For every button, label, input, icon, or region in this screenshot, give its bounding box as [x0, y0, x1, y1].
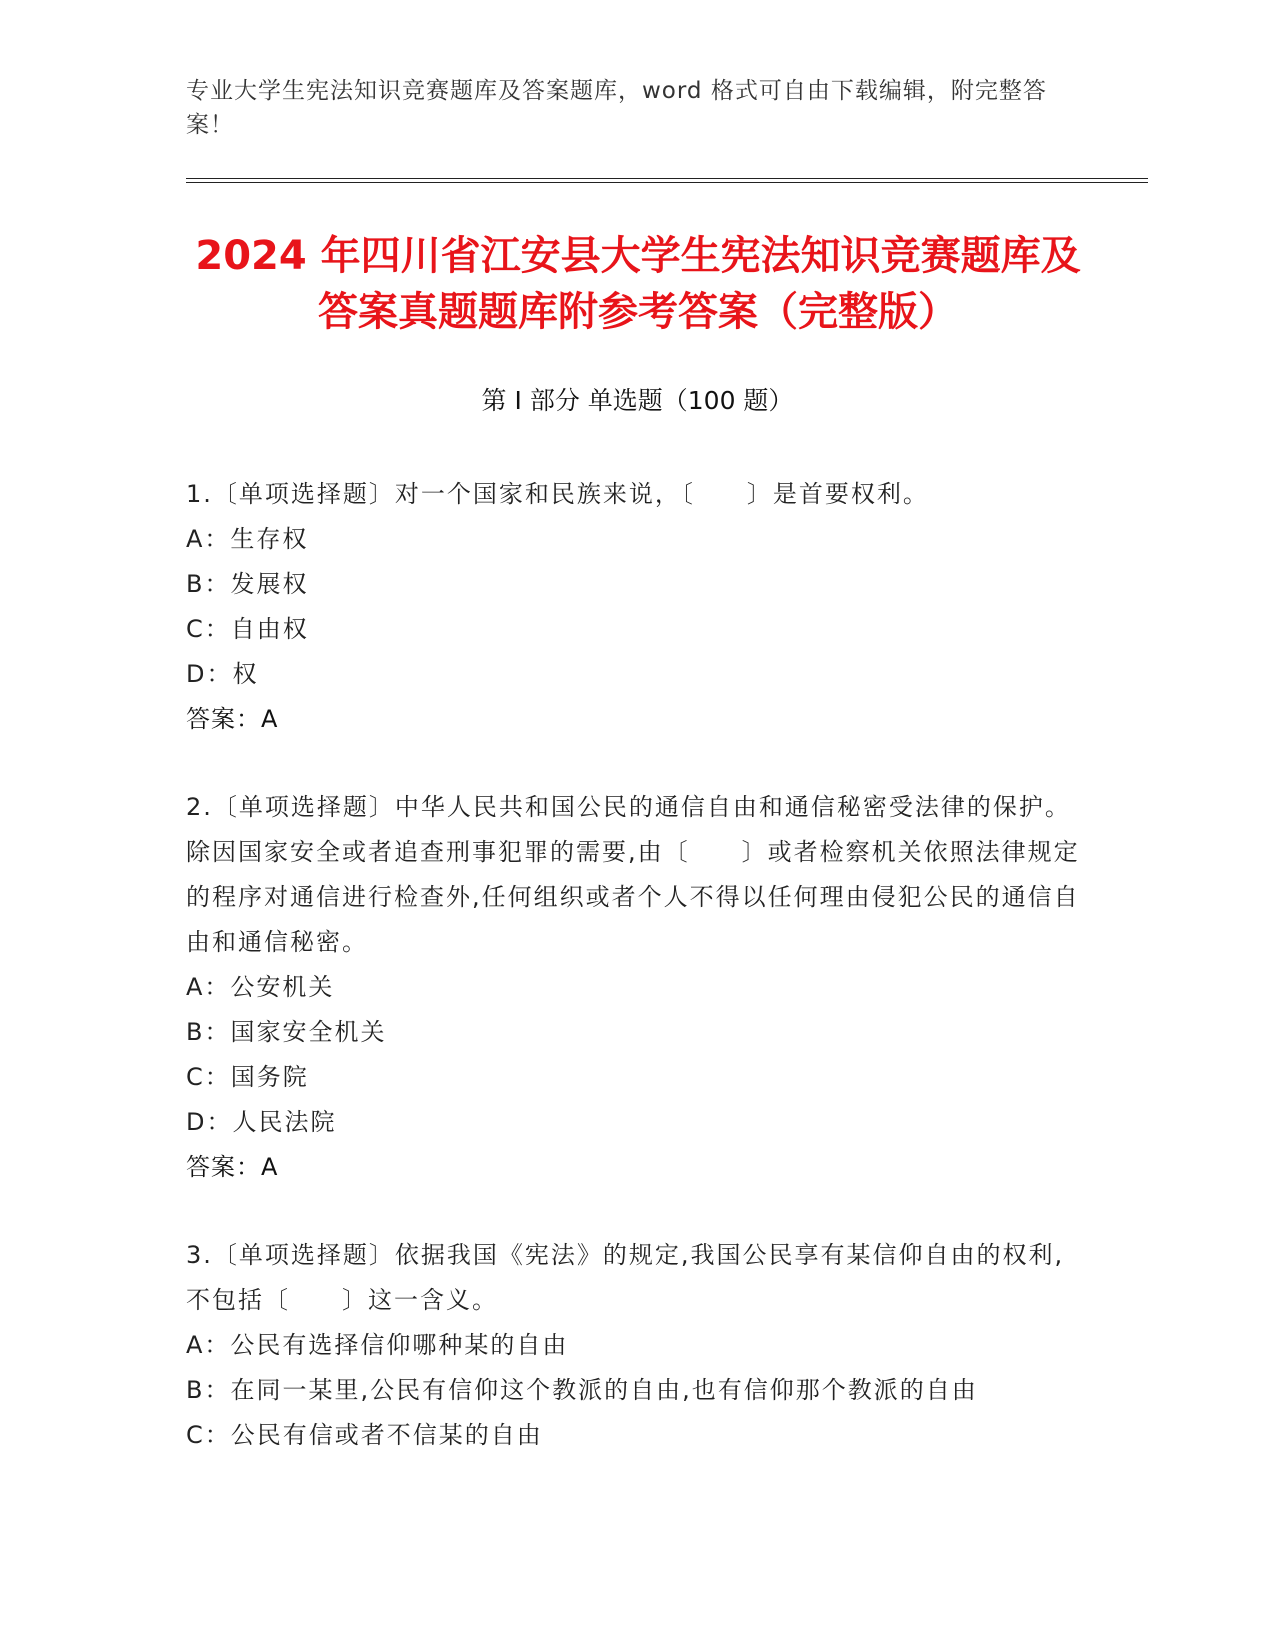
answer: 答案：A: [186, 705, 279, 733]
question-1: [186, 472, 1086, 742]
answer: 答案：A: [186, 1153, 279, 1181]
option-c: C：自由权: [186, 615, 309, 643]
header-rule-bottom: [186, 182, 1148, 183]
option-a: A：公安机关: [186, 973, 335, 1001]
question-2: [186, 785, 1086, 1190]
option-c: C：国务院: [186, 1063, 309, 1091]
option-a: A：公民有选择信仰哪种某的自由: [186, 1331, 569, 1359]
option-c: C：公民有信或者不信某的自由: [186, 1421, 543, 1449]
question-3: [186, 1233, 1086, 1458]
question-list: [186, 472, 1086, 1501]
header-rule-top: [186, 178, 1148, 179]
option-b: B：发展权: [186, 570, 309, 598]
option-d: D：权: [186, 660, 259, 688]
header-note: 专业大学生宪法知识竞赛题库及答案题库，word 格式可自由下载编辑，附完整答案！: [186, 78, 1047, 138]
question-stem: 2.〔单项选择题〕中华人民共和国公民的通信自由和通信秘密受法律的保护。除因国家安全或者追查刑事犯罪的需要,由〔 〕或者检察机关依照法律规定的程序对通信进行检查外,任何组织或者个人不得以任何理由侵犯公民的通信自由和通信秘密。: [186, 793, 1080, 956]
section-heading: 第 I 部分 单选题（100 题）: [481, 386, 794, 415]
option-a: A：生存权: [186, 525, 309, 553]
question-stem: 3.〔单项选择题〕依据我国《宪法》的规定,我国公民享有某信仰自由的权利,不包括〔 〕这一含义。: [186, 1241, 1065, 1314]
option-b: B：国家安全机关: [186, 1018, 387, 1046]
option-b: B：在同一某里,公民有信仰这个教派的自由,也有信仰那个教派的自由: [186, 1376, 978, 1404]
question-stem: 1.〔单项选择题〕对一个国家和民族来说，〔 〕是首要权利。: [186, 480, 929, 508]
document-title: 2024 年四川省江安县大学生宪法知识竞赛题库及答案真题题库附参考答案（完整版）: [195, 233, 1081, 335]
option-d: D：人民法院: [186, 1108, 337, 1136]
